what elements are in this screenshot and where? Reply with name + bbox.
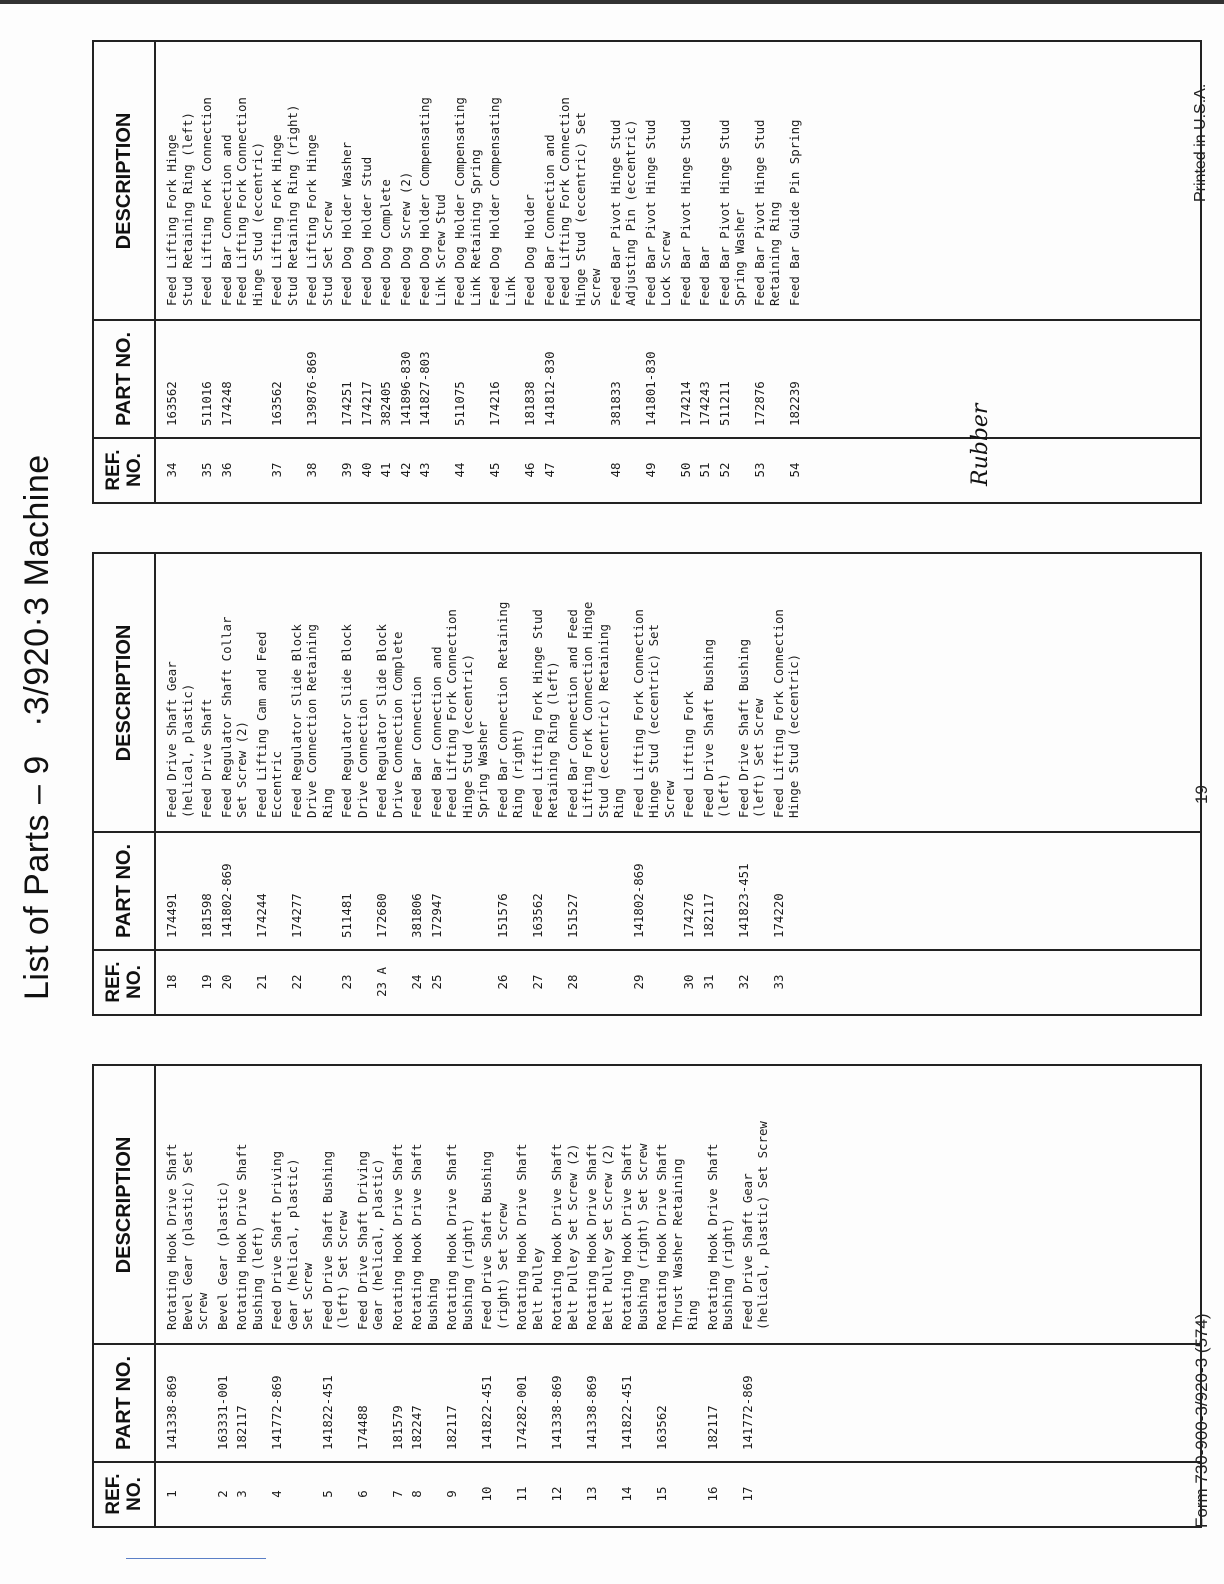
description-line: (left) bbox=[716, 773, 731, 818]
ref-no-cell: 18 bbox=[164, 974, 179, 990]
description-cell bbox=[378, 179, 394, 306]
description-line: Feed Lifting Fork Connection bbox=[199, 97, 214, 306]
description-line: Bushing (left) bbox=[249, 1225, 265, 1330]
description-cell bbox=[584, 1144, 615, 1331]
part-no-cell: 151576 bbox=[494, 893, 510, 938]
description-line: Rotating Hook Drive Shaft bbox=[164, 1143, 179, 1330]
description-cell bbox=[219, 617, 250, 818]
table-body bbox=[154, 1066, 1200, 1526]
description-header: DESCRIPTION bbox=[112, 112, 135, 250]
description-cell bbox=[549, 1144, 580, 1331]
ref-no-cell: 22 bbox=[288, 974, 304, 990]
description-cell bbox=[409, 1144, 440, 1331]
ref-no-cell: 14 bbox=[619, 1486, 634, 1502]
description-cell bbox=[164, 1144, 211, 1331]
ref-no-cell: 53 bbox=[751, 462, 767, 478]
description-line: Adjusting Pin (eccentric) bbox=[623, 119, 638, 306]
description-cell bbox=[514, 1144, 545, 1331]
description-line: Feed Lifting Fork Hinge bbox=[164, 134, 179, 306]
ref-no-cell: 36 bbox=[218, 462, 234, 478]
description-cell bbox=[717, 120, 748, 307]
description-line: Feed Dog Complete bbox=[378, 179, 393, 306]
description-line: Set Screw bbox=[300, 1262, 315, 1330]
ref-no-cell: 29 bbox=[630, 974, 646, 990]
parts-table-1 bbox=[92, 1064, 1202, 1528]
description-line: Rotating Hook Drive Shaft bbox=[549, 1143, 564, 1330]
ref-no-cell: 50 bbox=[677, 462, 693, 478]
description-cell bbox=[429, 609, 491, 818]
description-line: Retaining Ring (left) bbox=[545, 661, 560, 818]
description-cell bbox=[289, 624, 336, 818]
description-line: (helical, plastic) Set Screw bbox=[755, 1121, 770, 1330]
description-line: Feed Regulator Slide Block bbox=[288, 624, 304, 818]
ref-no-cell: 51 bbox=[697, 462, 712, 478]
ref-no-header: REF. NO. bbox=[103, 1473, 145, 1515]
description-line: Feed Bar Connection and bbox=[218, 134, 234, 306]
ref-no-cell: 4 bbox=[269, 1490, 284, 1498]
description-line: Feed Bar Pivot Hinge Stud bbox=[607, 119, 623, 306]
description-line: Feed Bar Connection and Feed bbox=[564, 609, 580, 818]
ref-no-cell: 12 bbox=[549, 1486, 564, 1502]
description-line: Feed Regulator Slide Block bbox=[339, 624, 354, 818]
description-line: Feed Lifting Fork Hinge bbox=[304, 134, 319, 306]
part-no-cell: 141822-451 bbox=[619, 1375, 634, 1450]
part-no-cell: 174216 bbox=[487, 381, 502, 426]
description-cell bbox=[355, 1151, 386, 1330]
description-line: Link Retaining Spring bbox=[467, 149, 483, 306]
ref-no-cell: 30 bbox=[681, 974, 696, 990]
table-header bbox=[94, 554, 156, 1014]
description-cell bbox=[705, 1144, 736, 1331]
part-no-cell: 174277 bbox=[288, 893, 304, 938]
description-line: Feed Dog Holder Compensating bbox=[452, 97, 467, 306]
part-no-cell: 163331-001 bbox=[214, 1375, 230, 1450]
ref-no-cell: 32 bbox=[735, 974, 751, 990]
ref-no-cell: 28 bbox=[564, 974, 580, 990]
part-no-cell: 172680 bbox=[374, 893, 389, 938]
description-line: Feed Drive Shaft Driving bbox=[269, 1150, 284, 1330]
description-cell bbox=[681, 691, 697, 818]
description-cell bbox=[398, 172, 414, 306]
ref-no-cell: 6 bbox=[354, 1490, 370, 1498]
description-line: Lock Screw bbox=[658, 231, 673, 306]
description-cell bbox=[701, 639, 732, 818]
description-cell bbox=[219, 97, 266, 306]
part-no-cell: 172947 bbox=[428, 893, 444, 938]
description-line: Rotating Hook Drive Shaft bbox=[704, 1143, 720, 1330]
description-line: Screw bbox=[588, 268, 603, 306]
description-cell bbox=[215, 1181, 231, 1330]
part-no-cell: 174214 bbox=[677, 381, 693, 426]
description-line: Feed Lifting Fork bbox=[681, 691, 696, 818]
description-line: (left) Set Screw bbox=[751, 698, 766, 818]
part-no-cell: 151527 bbox=[564, 893, 580, 938]
description-line: Lifting Fork Connection Hinge bbox=[580, 601, 595, 818]
ref-no-cell: 2 bbox=[214, 1490, 230, 1498]
ref-no-cell: 34 bbox=[164, 462, 179, 478]
part-no-cell: 182117 bbox=[444, 1405, 459, 1450]
ref-no-cell: 31 bbox=[700, 974, 716, 990]
ref-no-cell: 52 bbox=[716, 462, 732, 478]
description-cell bbox=[771, 609, 802, 818]
description-line: Hinge Stud (eccentric) bbox=[786, 653, 801, 818]
description-cell bbox=[452, 97, 483, 306]
part-no-cell: 174282-001 bbox=[514, 1375, 529, 1450]
description-line: Feed Bar Connection Retaining bbox=[494, 601, 510, 818]
description-cell bbox=[304, 134, 335, 306]
ref-no-cell: 39 bbox=[339, 462, 354, 478]
description-line: Gear (helical, plastic) bbox=[370, 1158, 385, 1330]
table-body bbox=[154, 42, 1200, 502]
ref-no-cell: 54 bbox=[786, 462, 802, 478]
table-body bbox=[154, 554, 1200, 1014]
description-cell bbox=[530, 609, 561, 818]
description-line: Feed Dog Holder Compensating bbox=[487, 97, 502, 306]
description-line: Feed Regulator Slide Block bbox=[374, 624, 389, 818]
description-cell bbox=[199, 97, 215, 306]
description-line: Feed Dog Holder bbox=[522, 194, 537, 306]
description-cell bbox=[631, 609, 678, 818]
description-line: Rotating Hook Drive Shaft bbox=[584, 1143, 599, 1330]
handwritten-note: Rubber bbox=[968, 403, 993, 486]
description-line: Rotating Hook Drive Shaft bbox=[409, 1143, 424, 1330]
part-no-cell: 182117 bbox=[704, 1405, 720, 1450]
description-cell bbox=[320, 1151, 351, 1330]
description-line: Feed Drive Shaft bbox=[199, 698, 214, 818]
description-line: Feed Dog Holder Stud bbox=[358, 156, 374, 306]
table-header bbox=[94, 1066, 156, 1526]
ref-no-cell: 16 bbox=[704, 1486, 720, 1502]
description-cell bbox=[444, 1144, 475, 1331]
description-line: Feed Bar Pivot Hinge Stud bbox=[716, 119, 732, 306]
part-no-cell: 511211 bbox=[716, 381, 732, 426]
part-no-cell: 182117 bbox=[700, 893, 716, 938]
description-cell bbox=[269, 1151, 316, 1330]
part-no-cell: 174248 bbox=[218, 381, 234, 426]
part-no-cell: 141823-451 bbox=[735, 863, 751, 938]
description-line: Hinge Stud (eccentric) Set bbox=[646, 624, 661, 818]
description-line: Rotating Hook Drive Shaft bbox=[514, 1143, 529, 1330]
description-line: Feed Bar Pivot Hinge Stud bbox=[642, 119, 658, 306]
description-line: Feed Drive Shaft Gear bbox=[739, 1173, 755, 1330]
part-no-cell: 174220 bbox=[770, 893, 786, 938]
part-no-cell: 141802-869 bbox=[218, 863, 234, 938]
description-cell bbox=[234, 1144, 265, 1331]
description-line: Link Screw Stud bbox=[432, 194, 448, 306]
description-line: Feed Lifting Fork Connection bbox=[234, 97, 249, 306]
part-no-cell: 174244 bbox=[253, 893, 269, 938]
description-line: Feed Drive Shaft Bushing bbox=[319, 1150, 335, 1330]
printed-in-usa: Printed in U.S.A. bbox=[1192, 83, 1209, 202]
description-cell bbox=[736, 639, 767, 818]
description-line: Eccentric bbox=[269, 750, 284, 818]
part-no-cell: 163562 bbox=[269, 381, 284, 426]
description-cell bbox=[487, 97, 518, 306]
description-line: Stud Retaining Ring (left) bbox=[179, 112, 195, 306]
part-no-cell: 174251 bbox=[339, 381, 354, 426]
ref-no-cell: 11 bbox=[514, 1486, 529, 1502]
description-line: Feed Bar bbox=[697, 246, 712, 306]
ref-no-cell: 42 bbox=[397, 462, 413, 478]
description-line: Bushing (right) bbox=[720, 1218, 735, 1330]
description-cell bbox=[409, 676, 425, 818]
ref-no-header: REF. NO. bbox=[103, 961, 145, 1003]
description-line: Feed Drive Shaft Driving bbox=[354, 1150, 370, 1330]
description-cell bbox=[254, 632, 285, 819]
ref-no-cell: 40 bbox=[358, 462, 374, 478]
description-cell bbox=[740, 1121, 771, 1330]
description-line: Set Screw (2) bbox=[234, 721, 249, 818]
description-cell bbox=[164, 661, 195, 818]
description-line: (left) Set Screw bbox=[335, 1210, 350, 1330]
ref-no-cell: 35 bbox=[199, 462, 214, 478]
ref-no-cell: 23 A bbox=[374, 967, 389, 997]
part-no-cell: 163562 bbox=[654, 1405, 669, 1450]
description-line: Drive Connection Complete bbox=[389, 631, 405, 818]
description-line: Feed Lifting Fork Connection bbox=[770, 609, 786, 818]
ref-no-cell: 26 bbox=[494, 974, 510, 990]
description-cell bbox=[269, 105, 300, 306]
ref-no-cell: 7 bbox=[389, 1490, 405, 1498]
description-line: Belt Pulley bbox=[529, 1247, 545, 1330]
part-no-header: PART NO. bbox=[112, 843, 135, 939]
part-no-cell: 139876-869 bbox=[304, 351, 319, 426]
description-cell bbox=[417, 97, 448, 306]
description-line: Bushing bbox=[424, 1277, 440, 1330]
description-line: Rotating Hook Drive Shaft bbox=[619, 1143, 634, 1330]
ref-no-cell: 33 bbox=[770, 974, 786, 990]
part-no-cell: 141338-869 bbox=[584, 1375, 599, 1450]
ref-no-cell: 5 bbox=[319, 1490, 335, 1498]
part-no-cell: 141812-830 bbox=[541, 351, 557, 426]
description-line: Feed Lifting Fork Connection bbox=[444, 609, 459, 818]
ref-no-cell: 43 bbox=[417, 462, 432, 478]
description-cell bbox=[678, 120, 694, 307]
description-line: Drive Connection Retaining bbox=[304, 624, 319, 818]
ref-no-cell: 46 bbox=[522, 462, 537, 478]
ref-no-cell: 10 bbox=[479, 1486, 494, 1502]
parts-table-3 bbox=[92, 40, 1202, 504]
part-no-cell: 174276 bbox=[681, 893, 696, 938]
description-cell bbox=[199, 699, 215, 818]
ref-no-cell: 20 bbox=[218, 974, 234, 990]
part-no-cell: 181838 bbox=[522, 381, 537, 426]
ref-no-cell: 48 bbox=[607, 462, 623, 478]
description-line: Spring Washer bbox=[732, 209, 747, 306]
description-line: Bushing (right) Set Screw bbox=[634, 1143, 650, 1330]
description-cell bbox=[359, 157, 375, 306]
part-no-cell: 163562 bbox=[164, 381, 179, 426]
description-line: Feed Lifting Fork Hinge bbox=[269, 134, 284, 306]
ref-no-cell: 44 bbox=[452, 462, 467, 478]
description-line: Feed Lifting Fork Connection bbox=[557, 97, 572, 306]
description-line: Feed Bar Pivot Hinge Stud bbox=[751, 119, 767, 306]
description-cell bbox=[697, 246, 713, 306]
ref-no-cell: 37 bbox=[269, 462, 284, 478]
description-line: Feed Drive Shaft Bushing bbox=[700, 638, 716, 818]
ref-no-cell: 27 bbox=[529, 974, 545, 990]
part-no-header: PART NO. bbox=[112, 331, 135, 427]
description-line: Belt Pulley Set Screw (2) bbox=[599, 1143, 615, 1330]
description-line: Gear (helical, plastic) bbox=[284, 1158, 300, 1330]
description-line: (right) Set Screw bbox=[494, 1203, 510, 1330]
description-line: Feed Bar Connection bbox=[409, 676, 424, 818]
description-line: Rotating Hook Drive Shaft bbox=[654, 1143, 669, 1330]
part-no-cell: 182239 bbox=[786, 381, 802, 426]
part-no-cell: 141338-869 bbox=[164, 1375, 179, 1450]
description-cell bbox=[752, 120, 783, 307]
page-number: 19 bbox=[1192, 785, 1211, 804]
description-cell bbox=[390, 1144, 406, 1331]
part-no-cell: 141822-451 bbox=[479, 1375, 494, 1450]
description-line: Ring bbox=[611, 788, 626, 818]
description-line: Hinge Stud (eccentric) bbox=[249, 141, 265, 306]
description-line: Bushing (right) bbox=[459, 1218, 475, 1330]
description-line: Feed Bar Pivot Hinge Stud bbox=[677, 119, 693, 306]
part-no-cell: 141772-869 bbox=[739, 1375, 755, 1450]
description-line: Rotating Hook Drive Shaft bbox=[444, 1143, 459, 1330]
description-line: (helical, plastic) bbox=[179, 683, 195, 818]
description-line: Rotating Hook Drive Shaft bbox=[234, 1143, 249, 1330]
description-cell bbox=[654, 1144, 701, 1331]
description-header: DESCRIPTION bbox=[112, 624, 135, 762]
description-line: Hinge Stud (eccentric) bbox=[459, 653, 475, 818]
description-line: Bevel Gear (plastic) Set bbox=[179, 1150, 195, 1330]
ref-no-cell: 1 bbox=[164, 1490, 179, 1498]
parts-table-2 bbox=[92, 552, 1202, 1016]
description-cell bbox=[374, 624, 405, 818]
table-header bbox=[94, 42, 156, 502]
ref-no-cell: 25 bbox=[428, 974, 444, 990]
description-line: Feed Lifting Fork Connection bbox=[630, 609, 646, 818]
description-cell bbox=[495, 602, 526, 818]
ref-no-cell: 41 bbox=[378, 462, 393, 478]
ref-no-cell: 49 bbox=[642, 462, 658, 478]
part-no-cell: 141896-830 bbox=[397, 351, 413, 426]
description-line: Feed Regulator Shaft Collar bbox=[218, 616, 234, 818]
ref-no-cell: 9 bbox=[444, 1490, 459, 1498]
ref-no-cell: 17 bbox=[739, 1486, 755, 1502]
description-line: Rotating Hook Drive Shaft bbox=[389, 1143, 405, 1330]
description-cell bbox=[164, 112, 195, 306]
ref-no-cell: 38 bbox=[304, 462, 319, 478]
ref-no-cell: 45 bbox=[487, 462, 502, 478]
description-line: Stud Set Screw bbox=[319, 201, 335, 306]
part-no-cell: 181598 bbox=[199, 893, 214, 938]
description-line: Retaining Ring bbox=[767, 201, 782, 306]
part-no-cell: 382405 bbox=[378, 381, 393, 426]
part-no-cell: 172876 bbox=[751, 381, 767, 426]
ref-no-cell: 19 bbox=[199, 974, 214, 990]
part-no-cell: 511481 bbox=[339, 893, 354, 938]
ref-no-cell: 8 bbox=[409, 1490, 424, 1498]
part-no-cell: 174491 bbox=[164, 893, 179, 938]
part-no-cell: 381833 bbox=[607, 381, 623, 426]
description-cell bbox=[542, 97, 604, 306]
part-no-cell: 174243 bbox=[697, 381, 712, 426]
description-cell bbox=[619, 1144, 650, 1331]
description-line: Screw bbox=[195, 1292, 210, 1330]
ref-no-cell: 24 bbox=[409, 974, 424, 990]
page-title: List of Parts – 9 ·3/920·3 Machine bbox=[18, 454, 56, 1000]
description-line: Ring (right) bbox=[510, 728, 525, 818]
description-line: Feed Lifting Fork Hinge Stud bbox=[529, 609, 545, 818]
form-number: Form 730-900-3/920-3 (574) bbox=[1192, 1313, 1211, 1528]
part-no-cell: 141827-803 bbox=[417, 351, 432, 426]
description-line: Hinge Stud (eccentric) Set bbox=[572, 112, 588, 306]
description-line: Feed Bar Connection and bbox=[428, 646, 444, 818]
ref-no-cell: 23 bbox=[339, 974, 354, 990]
description-cell bbox=[608, 120, 639, 307]
description-line: Drive Connection bbox=[354, 698, 370, 818]
ref-no-cell: 13 bbox=[584, 1486, 599, 1502]
description-line: Ring bbox=[319, 788, 335, 818]
ref-no-cell: 21 bbox=[253, 974, 269, 990]
description-line: Feed Bar Connection and bbox=[541, 134, 557, 306]
description-cell bbox=[339, 142, 355, 306]
description-line: Stud (eccentric) Retaining bbox=[595, 624, 611, 818]
part-no-cell: 182247 bbox=[409, 1405, 424, 1450]
part-no-cell: 174488 bbox=[354, 1405, 370, 1450]
part-no-cell: 163562 bbox=[529, 893, 545, 938]
part-no-cell: 141801-830 bbox=[642, 351, 658, 426]
description-cell bbox=[522, 194, 538, 306]
description-cell bbox=[479, 1151, 510, 1330]
part-no-cell: 141822-451 bbox=[319, 1375, 335, 1450]
part-no-header: PART NO. bbox=[112, 1355, 135, 1451]
description-line: Feed Bar Guide Pin Spring bbox=[786, 119, 802, 306]
description-cell bbox=[787, 120, 803, 307]
description-line: Ring bbox=[685, 1300, 700, 1330]
description-line: Thrust Washer Retaining bbox=[669, 1158, 685, 1330]
description-line: Feed Dog Holder Compensating bbox=[417, 97, 432, 306]
description-line: Link bbox=[502, 276, 518, 306]
description-line: Stud Retaining Ring (right) bbox=[284, 104, 300, 306]
ref-no-header: REF. NO. bbox=[103, 449, 145, 491]
description-line: Feed Drive Shaft Gear bbox=[164, 661, 179, 818]
description-cell bbox=[565, 602, 627, 818]
ref-no-cell: 15 bbox=[654, 1486, 669, 1502]
description-line: Feed Drive Shaft Bushing bbox=[735, 638, 751, 818]
part-no-cell: 181579 bbox=[389, 1405, 405, 1450]
description-line: Feed Lifting Cam and Feed bbox=[253, 631, 269, 818]
part-no-cell: 511075 bbox=[452, 381, 467, 426]
part-no-cell: 381806 bbox=[409, 893, 424, 938]
part-no-cell: 511016 bbox=[199, 381, 214, 426]
part-no-cell: 174217 bbox=[358, 381, 374, 426]
description-line: Belt Pulley Set Screw (2) bbox=[564, 1143, 580, 1330]
description-cell bbox=[643, 120, 674, 307]
description-line: Screw bbox=[661, 780, 677, 818]
description-line: Feed Dog Holder Washer bbox=[339, 141, 354, 306]
ref-no-cell: 47 bbox=[541, 462, 557, 478]
ref-no-cell: 3 bbox=[234, 1490, 249, 1498]
description-line: Bevel Gear (plastic) bbox=[214, 1180, 230, 1330]
part-no-cell: 141772-869 bbox=[269, 1375, 284, 1450]
part-no-cell: 182117 bbox=[234, 1405, 249, 1450]
part-no-cell: 141338-869 bbox=[549, 1375, 564, 1450]
description-header: DESCRIPTION bbox=[112, 1136, 135, 1274]
description-line: Feed Dog Screw (2) bbox=[397, 171, 413, 306]
description-cell bbox=[339, 624, 370, 818]
part-no-cell: 141802-869 bbox=[630, 863, 646, 938]
description-line: Spring Washer bbox=[475, 721, 490, 818]
description-line: Feed Drive Shaft Bushing bbox=[479, 1150, 494, 1330]
